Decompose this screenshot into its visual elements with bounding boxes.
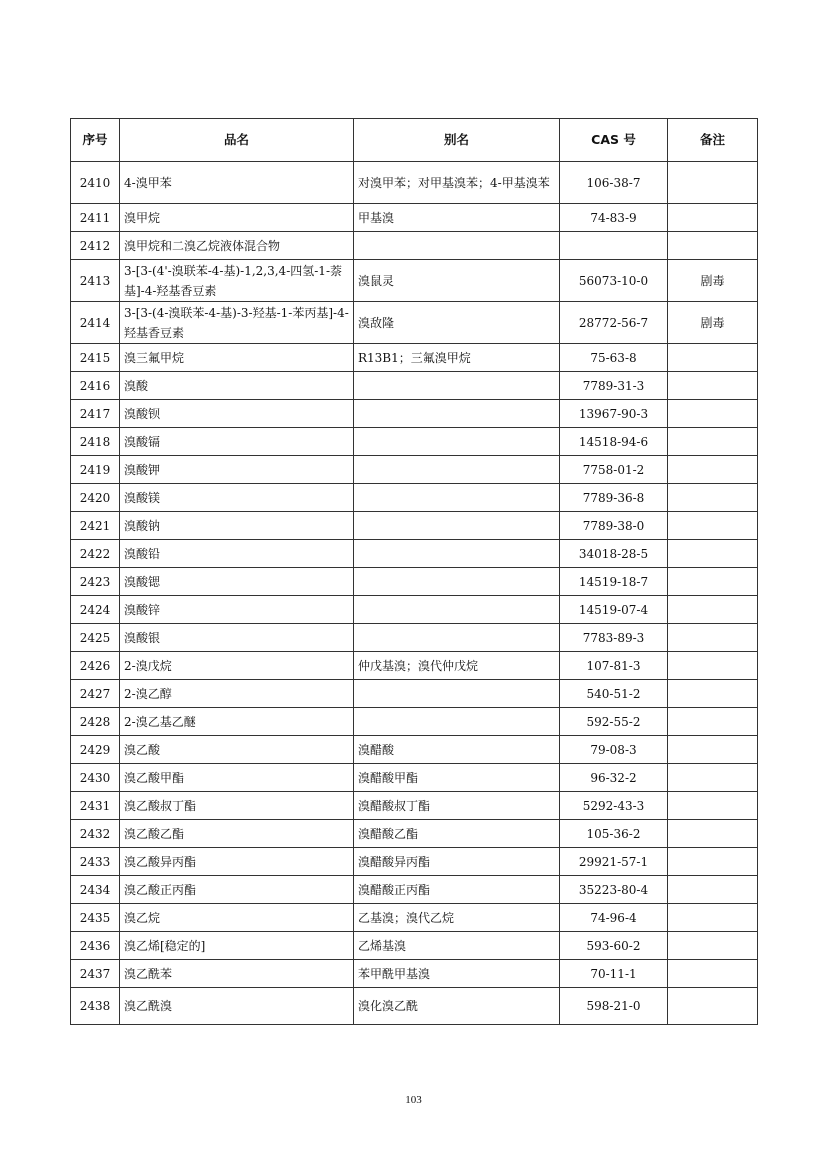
cell-serial-number: 2426: [71, 652, 120, 680]
cell-product-name: 溴酸镉: [120, 428, 354, 456]
header-remarks: 备注: [668, 119, 758, 162]
cell-alias: 仲戊基溴；溴代仲戊烷: [354, 652, 560, 680]
cell-product-name: 溴乙酰苯: [120, 960, 354, 988]
table-row: [71, 428, 758, 456]
cell-product-name: 溴乙酸异丙酯: [120, 848, 354, 876]
cell-product-name: 2-溴乙基乙醚: [120, 708, 354, 736]
cell-cas-number: 35223-80-4: [560, 876, 668, 904]
cell-cas-number: 75-63-8: [560, 344, 668, 372]
table-row: [71, 680, 758, 708]
cell-cas-number: 34018-28-5: [560, 540, 668, 568]
cell-product-name: 2-溴戊烷: [120, 652, 354, 680]
table-row: [71, 232, 758, 260]
cell-remarks: [668, 400, 758, 428]
cell-cas-number: 598-21-0: [560, 988, 668, 1025]
cell-serial-number: 2411: [71, 204, 120, 232]
cell-alias: [354, 568, 560, 596]
cell-product-name: 溴酸: [120, 372, 354, 400]
table-row: [71, 540, 758, 568]
cell-remarks: [668, 596, 758, 624]
cell-remarks: [668, 624, 758, 652]
cell-serial-number: 2425: [71, 624, 120, 652]
cell-product-name: 溴三氟甲烷: [120, 344, 354, 372]
cell-product-name: 溴乙酸正丙酯: [120, 876, 354, 904]
cell-remarks: [668, 484, 758, 512]
table-row: [71, 456, 758, 484]
cell-cas-number: 96-32-2: [560, 764, 668, 792]
cell-remarks: [668, 960, 758, 988]
page-number: 103: [405, 1094, 422, 1106]
cell-remarks: [668, 162, 758, 204]
cell-remarks: [668, 652, 758, 680]
table-row: [71, 708, 758, 736]
cell-product-name: 溴酸钠: [120, 512, 354, 540]
cell-remarks: [668, 428, 758, 456]
cell-remarks: [668, 820, 758, 848]
cell-remarks: [668, 708, 758, 736]
cell-cas-number: 540-51-2: [560, 680, 668, 708]
cell-remarks: 剧毒: [668, 302, 758, 344]
cell-product-name: 溴乙酸甲酯: [120, 764, 354, 792]
cell-remarks: [668, 792, 758, 820]
cell-serial-number: 2421: [71, 512, 120, 540]
cell-product-name: 溴甲烷: [120, 204, 354, 232]
table-row: [71, 876, 758, 904]
cell-product-name: 溴酸锶: [120, 568, 354, 596]
cell-alias: [354, 540, 560, 568]
table-row: [71, 400, 758, 428]
cell-cas-number: 29921-57-1: [560, 848, 668, 876]
table-row: [71, 260, 758, 302]
cell-cas-number: 14519-07-4: [560, 596, 668, 624]
cell-alias: 溴醋酸叔丁酯: [354, 792, 560, 820]
table-row: [71, 960, 758, 988]
cell-serial-number: 2431: [71, 792, 120, 820]
cell-serial-number: 2416: [71, 372, 120, 400]
cell-serial-number: 2410: [71, 162, 120, 204]
cell-serial-number: 2417: [71, 400, 120, 428]
cell-remarks: [668, 848, 758, 876]
cell-remarks: [668, 204, 758, 232]
cell-serial-number: 2434: [71, 876, 120, 904]
cell-cas-number: 7789-38-0: [560, 512, 668, 540]
cell-cas-number: 7789-31-3: [560, 372, 668, 400]
cell-product-name: 溴乙烯[稳定的]: [120, 932, 354, 960]
table-row: [71, 848, 758, 876]
cell-cas-number: 74-83-9: [560, 204, 668, 232]
cell-cas-number: 14518-94-6: [560, 428, 668, 456]
cell-remarks: 剧毒: [668, 260, 758, 302]
table-row: [71, 932, 758, 960]
cell-serial-number: 2424: [71, 596, 120, 624]
table-row: [71, 792, 758, 820]
cell-remarks: [668, 232, 758, 260]
cell-product-name: 溴酸钾: [120, 456, 354, 484]
header-product-name: 品名: [120, 119, 354, 162]
table-row: [71, 820, 758, 848]
cell-alias: [354, 232, 560, 260]
cell-remarks: [668, 512, 758, 540]
cell-remarks: [668, 680, 758, 708]
cell-cas-number: 106-38-7: [560, 162, 668, 204]
cell-alias: [354, 596, 560, 624]
cell-alias: 溴醋酸: [354, 736, 560, 764]
chemical-catalog-table: [70, 118, 758, 1025]
cell-serial-number: 2422: [71, 540, 120, 568]
cell-cas-number: 7758-01-2: [560, 456, 668, 484]
cell-cas-number: 592-55-2: [560, 708, 668, 736]
cell-serial-number: 2412: [71, 232, 120, 260]
cell-product-name: 溴酸银: [120, 624, 354, 652]
cell-alias: [354, 512, 560, 540]
cell-alias: [354, 456, 560, 484]
cell-cas-number: 107-81-3: [560, 652, 668, 680]
cell-alias: 乙烯基溴: [354, 932, 560, 960]
table-row: [71, 736, 758, 764]
header-serial-number: 序号: [71, 119, 120, 162]
cell-alias: R13B1；三氟溴甲烷: [354, 344, 560, 372]
cell-serial-number: 2418: [71, 428, 120, 456]
cell-cas-number: 74-96-4: [560, 904, 668, 932]
cell-alias: [354, 372, 560, 400]
cell-alias: 溴醋酸乙酯: [354, 820, 560, 848]
cell-alias: [354, 400, 560, 428]
cell-serial-number: 2432: [71, 820, 120, 848]
cell-alias: 对溴甲苯；对甲基溴苯；4-甲基溴苯: [354, 162, 560, 204]
cell-cas-number: 56073-10-0: [560, 260, 668, 302]
table-row: [71, 512, 758, 540]
cell-serial-number: 2436: [71, 932, 120, 960]
cell-product-name: 3-[3-(4'-溴联苯-4-基)-1,2,3,4-四氢-1-萘基]-4-羟基香豆素: [120, 260, 354, 302]
cell-alias: 溴醋酸正丙酯: [354, 876, 560, 904]
cell-remarks: [668, 876, 758, 904]
cell-serial-number: 2438: [71, 988, 120, 1025]
cell-remarks: [668, 932, 758, 960]
table-row: [71, 904, 758, 932]
cell-product-name: 溴乙酰溴: [120, 988, 354, 1025]
table-row: [71, 596, 758, 624]
table-header-row: [71, 119, 758, 162]
cell-alias: 溴鼠灵: [354, 260, 560, 302]
cell-cas-number: 105-36-2: [560, 820, 668, 848]
cell-alias: 溴醋酸甲酯: [354, 764, 560, 792]
cell-cas-number: 5292-43-3: [560, 792, 668, 820]
cell-serial-number: 2435: [71, 904, 120, 932]
table-row: [71, 204, 758, 232]
cell-remarks: [668, 568, 758, 596]
cell-alias: 溴醋酸异丙酯: [354, 848, 560, 876]
cell-product-name: 4-溴甲苯: [120, 162, 354, 204]
cell-alias: 苯甲酰甲基溴: [354, 960, 560, 988]
cell-product-name: 溴乙酸: [120, 736, 354, 764]
header-alias: 别名: [354, 119, 560, 162]
cell-product-name: 溴乙酸叔丁酯: [120, 792, 354, 820]
table-row: [71, 652, 758, 680]
cell-serial-number: 2427: [71, 680, 120, 708]
header-cas-number: CAS 号: [560, 119, 668, 162]
cell-product-name: 溴酸铅: [120, 540, 354, 568]
cell-serial-number: 2437: [71, 960, 120, 988]
table-row: [71, 988, 758, 1025]
cell-serial-number: 2420: [71, 484, 120, 512]
cell-serial-number: 2415: [71, 344, 120, 372]
cell-remarks: [668, 372, 758, 400]
cell-serial-number: 2413: [71, 260, 120, 302]
cell-product-name: 溴酸钡: [120, 400, 354, 428]
cell-serial-number: 2429: [71, 736, 120, 764]
cell-serial-number: 2428: [71, 708, 120, 736]
cell-alias: [354, 708, 560, 736]
cell-product-name: 溴酸镁: [120, 484, 354, 512]
cell-remarks: [668, 736, 758, 764]
cell-cas-number: [560, 232, 668, 260]
table-row: [71, 344, 758, 372]
cell-remarks: [668, 904, 758, 932]
table-row: [71, 568, 758, 596]
cell-remarks: [668, 344, 758, 372]
cell-cas-number: 7789-36-8: [560, 484, 668, 512]
cell-product-name: 2-溴乙醇: [120, 680, 354, 708]
cell-cas-number: 79-08-3: [560, 736, 668, 764]
cell-remarks: [668, 456, 758, 484]
cell-product-name: 溴乙酸乙酯: [120, 820, 354, 848]
cell-alias: 甲基溴: [354, 204, 560, 232]
table-row: [71, 162, 758, 204]
cell-serial-number: 2423: [71, 568, 120, 596]
cell-alias: [354, 624, 560, 652]
cell-serial-number: 2414: [71, 302, 120, 344]
cell-cas-number: 14519-18-7: [560, 568, 668, 596]
cell-cas-number: 593-60-2: [560, 932, 668, 960]
table-body: [71, 162, 758, 1025]
cell-cas-number: 70-11-1: [560, 960, 668, 988]
cell-product-name: 溴甲烷和二溴乙烷液体混合物: [120, 232, 354, 260]
cell-product-name: 3-[3-(4-溴联苯-4-基)-3-羟基-1-苯丙基]-4-羟基香豆素: [120, 302, 354, 344]
table-row: [71, 372, 758, 400]
table-row: [71, 302, 758, 344]
cell-alias: [354, 428, 560, 456]
cell-serial-number: 2419: [71, 456, 120, 484]
cell-alias: 溴化溴乙酰: [354, 988, 560, 1025]
cell-alias: [354, 484, 560, 512]
cell-remarks: [668, 764, 758, 792]
cell-alias: 乙基溴；溴代乙烷: [354, 904, 560, 932]
cell-cas-number: 13967-90-3: [560, 400, 668, 428]
table-row: [71, 764, 758, 792]
cell-cas-number: 28772-56-7: [560, 302, 668, 344]
cell-cas-number: 7783-89-3: [560, 624, 668, 652]
cell-serial-number: 2433: [71, 848, 120, 876]
table-row: [71, 624, 758, 652]
cell-remarks: [668, 988, 758, 1025]
cell-alias: [354, 680, 560, 708]
cell-product-name: 溴乙烷: [120, 904, 354, 932]
cell-serial-number: 2430: [71, 764, 120, 792]
cell-remarks: [668, 540, 758, 568]
table-row: [71, 484, 758, 512]
cell-alias: 溴敌隆: [354, 302, 560, 344]
cell-product-name: 溴酸锌: [120, 596, 354, 624]
